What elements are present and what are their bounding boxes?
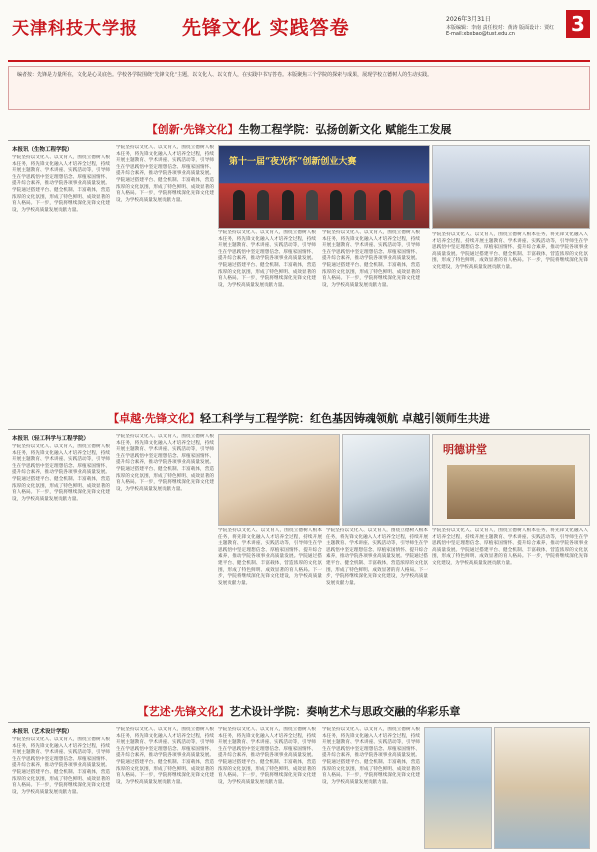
section-2-photo-lecture [432,434,590,526]
section-title-1 [8,121,590,137]
section-2-col-4: 学院坚持以文化人、以文育人，围绕立德树人根本任务，将先锋文化融入人才培养全过程，持续开展主题教育、学术讲座、实践活动等，引导师生在学思践悟中坚定理想信念、厚植家国情怀、提升综合素养，推动学院各项事业高质量发展。学院通过搭建平台、健全机制、丰富载体，营造浓厚的文化氛围，形成了特色鲜明、成效显著的育人格局。下一步，学院将继续深化先锋文化建设，为学校高质量发展贡献力量。 [326,528,428,586]
masthead [0,0,597,58]
section-2-photo-hall [342,434,430,526]
lecture-stage [447,465,575,519]
section-3-col-3: 学院坚持以文化人、以文育人，围绕立德树人根本任务，将先锋文化融入人才培养全过程，持续开展主题教育、学术讲座、实践活动等，引导师生在学思践悟中坚定理想信念、厚植家国情怀、提升综合素养，推动学院各项事业高质量发展。学院通过搭建平台、健全机制、丰富载体，营造浓厚的文化氛围，形成了特色鲜明、成效显著的育人格局。下一步，学院将继续深化先锋文化建设，为学校高质量发展贡献力量。 [218,727,316,785]
section-2-rule [8,429,590,430]
section-3-rule [8,722,590,723]
header-rule [8,60,590,62]
section-2-col-3: 学院坚持以文化人、以文育人，围绕立德树人根本任务，将先锋文化融入人才培养全过程，持续开展主题教育、学术讲座、实践活动等，引导师生在学思践悟中坚定理想信念、厚植家国情怀、提升综合素养，推动学院各项事业高质量发展。学院通过搭建平台、健全机制、丰富载体，营造浓厚的文化氛围，形成了特色鲜明、成效显著的育人格局。下一步，学院将继续深化先锋文化建设，为学校高质量发展贡献力量。 [218,528,322,586]
section-2-photo-exhibit [218,434,340,526]
section-1-photo-classroom [432,145,590,229]
section-3-col-1: 学院坚持以文化人、以文育人，围绕立德树人根本任务，将先锋文化融入人才培养全过程，持续开展主题教育、学术讲座、实践活动等，引导师生在学思践悟中坚定理想信念、厚植家国情怀、提升综合素养，推动学院各项事业高质量发展。学院通过搭建平台、健全机制、丰富载体，营造浓厚的文化氛围，形成了特色鲜明、成效显著的育人格局。下一步，学院将继续深化先锋文化建设，为学校高质量发展贡献力量。 [12,737,110,795]
section-title-3 [8,703,590,719]
section-2-col-1: 学院坚持以文化人、以文育人，围绕立德树人根本任务，将先锋文化融入人才培养全过程，持续开展主题教育、学术讲座、实践活动等，引导师生在学思践悟中坚定理想信念、厚植家国情怀、提升综合素养，推动学院各项事业高质量发展。学院通过搭建平台、健全机制、丰富载体，营造浓厚的文化氛围，形成了特色鲜明、成效显著的育人格局。下一步，学院将继续深化先锋文化建设，为学校高质量发展贡献力量。 [12,444,110,502]
people-row [233,190,415,220]
section-1-byline: 本报讯（生物工程学院） [12,147,73,153]
editor-credits: 本版编辑：李南 责任校对：黄涛 版面设计：贾红 [446,25,555,31]
section-3-photo-mural [424,727,492,849]
section-1-main: 生物工程学院：弘扬创新文化 赋能生工发展 [238,123,452,136]
section-3-photo-wall [494,727,590,849]
page-banner: 先锋文化 实践答卷 [182,17,350,39]
section-1-col-1: 学院坚持以文化人、以文育人，围绕立德树人根本任务，将先锋文化融入人才培养全过程，持续开展主题教育、学术讲座、实践活动等，引导师生在学思践悟中坚定理想信念、厚植家国情怀、提升综合素养，推动学院各项事业高质量发展。学院通过搭建平台、健全机制、丰富载体，营造浓厚的文化氛围，形成了特色鲜明、成效显著的育人格局。下一步，学院将继续深化先锋文化建设，为学校高质量发展贡献力量。 [12,155,110,213]
section-1-col-5: 学院坚持以文化人、以文育人，围绕立德树人根本任务，将先锋文化融入人才培养全过程，持续开展主题教育、学术讲座、实践活动等，引导师生在学思践悟中坚定理想信念、厚植家国情怀、提升综合素养，推动学院各项事业高质量发展。学院通过搭建平台、健全机制、丰富载体，营造浓厚的文化氛围，形成了特色鲜明、成效显著的育人格局。下一步，学院将继续深化先锋文化建设，为学校高质量发展贡献力量。 [432,232,588,270]
section-3-main: 艺术设计学院：奏响艺术与思政交融的华彩乐章 [229,705,461,718]
section-2-col-5: 学院坚持以文化人、以文育人，围绕立德树人根本任务，将先锋文化融入人才培养全过程，持续开展主题教育、学术讲座、实践活动等，引导师生在学思践悟中坚定理想信念、厚植家国情怀、提升综合素养，推动学院各项事业高质量发展。学院通过搭建平台、健全机制、丰富载体，营造浓厚的文化氛围，形成了特色鲜明、成效显著的育人格局。下一步，学院将继续深化先锋文化建设，为学校高质量发展贡献力量。 [432,528,588,566]
section-3-col-4: 学院坚持以文化人、以文育人，围绕立德树人根本任务，将先锋文化融入人才培养全过程，持续开展主题教育、学术讲座、实践活动等，引导师生在学思践悟中坚定理想信念、厚植家国情怀、提升综合素养，推动学院各项事业高质量发展。学院通过搭建平台、健全机制、丰富载体，营造浓厚的文化氛围，形成了特色鲜明、成效显著的育人格局。下一步，学院将继续深化先锋文化建设，为学校高质量发展贡献力量。 [322,727,420,785]
section-1-col-3: 学院坚持以文化人、以文育人，围绕立德树人根本任务，将先锋文化融入人才培养全过程，持续开展主题教育、学术讲座、实践活动等，引导师生在学思践悟中坚定理想信念、厚植家国情怀、提升综合素养，推动学院各项事业高质量发展。学院通过搭建平台、健全机制、丰富载体，营造浓厚的文化氛围，形成了特色鲜明、成效显著的育人格局。下一步，学院将继续深化先锋文化建设，为学校高质量发展贡献力量。 [218,230,316,288]
section-3-prefix: 【艺述·先锋文化】 [137,705,230,718]
section-3-byline: 本报讯（艺术设计学院） [12,729,73,735]
section-1-photo-stage [218,145,430,229]
section-2-prefix: 【卓越·先锋文化】 [108,412,200,425]
section-1-col-4: 学院坚持以文化人、以文育人，围绕立德树人根本任务，将先锋文化融入人才培养全过程，持续开展主题教育、学术讲座、实践活动等，引导师生在学思践悟中坚定理想信念、厚植家国情怀、提升综合素养，推动学院各项事业高质量发展。学院通过搭建平台、健全机制、丰富载体，营造浓厚的文化氛围，形成了特色鲜明、成效显著的育人格局。下一步，学院将继续深化先锋文化建设，为学校高质量发展贡献力量。 [322,230,420,288]
issue-date: 2026年3月31日 [446,16,491,23]
section-2-byline: 本报讯（轻工科学与工程学院） [12,436,90,442]
photo-caption: 第十一届“夜光杯”创新创业大赛 [229,157,357,167]
contact-email: E-mail:xbxbao@tust.edu.cn [446,31,515,37]
editor-note: 编者按：先锋是力量所在，文化是心灵底色。学校各学院围绕“先锋文化”主题，以文化人、以文育人，在实践中书写答卷。本版聚焦三个学院的探索与成果，展现学校立德树人的生动实践。 [8,66,590,110]
section-title-2 [8,410,590,426]
section-2-main: 轻工科学与工程学院：红色基因铸魂领航 卓越引领师生共进 [200,412,490,425]
section-1-prefix: 【创新·先锋文化】 [146,123,239,136]
page-number: 3 [566,10,590,38]
section-3-col-2: 学院坚持以文化人、以文育人，围绕立德树人根本任务，将先锋文化融入人才培养全过程，持续开展主题教育、学术讲座、实践活动等，引导师生在学思践悟中坚定理想信念、厚植家国情怀、提升综合素养，推动学院各项事业高质量发展。学院通过搭建平台、健全机制、丰富载体，营造浓厚的文化氛围，形成了特色鲜明、成效显著的育人格局。下一步，学院将继续深化先锋文化建设，为学校高质量发展贡献力量。 [116,727,214,785]
section-2-col-2: 学院坚持以文化人、以文育人，围绕立德树人根本任务，将先锋文化融入人才培养全过程，持续开展主题教育、学术讲座、实践活动等，引导师生在学思践悟中坚定理想信念、厚植家国情怀、提升综合素养，推动学院各项事业高质量发展。学院通过搭建平台、健全机制、丰富载体，营造浓厚的文化氛围，形成了特色鲜明、成效显著的育人格局。下一步，学院将继续深化先锋文化建设，为学校高质量发展贡献力量。 [116,434,214,492]
newspaper-logo: 天津科技大学报 [12,19,138,39]
lecture-sign: 明德讲堂 [443,443,487,456]
section-1-col-2: 学院坚持以文化人、以文育人，围绕立德树人根本任务，将先锋文化融入人才培养全过程，持续开展主题教育、学术讲座、实践活动等，引导师生在学思践悟中坚定理想信念、厚植家国情怀、提升综合素养，推动学院各项事业高质量发展。学院通过搭建平台、健全机制、丰富载体，营造浓厚的文化氛围，形成了特色鲜明、成效显著的育人格局。下一步，学院将继续深化先锋文化建设，为学校高质量发展贡献力量。 [116,145,214,203]
section-1-rule [8,140,590,141]
